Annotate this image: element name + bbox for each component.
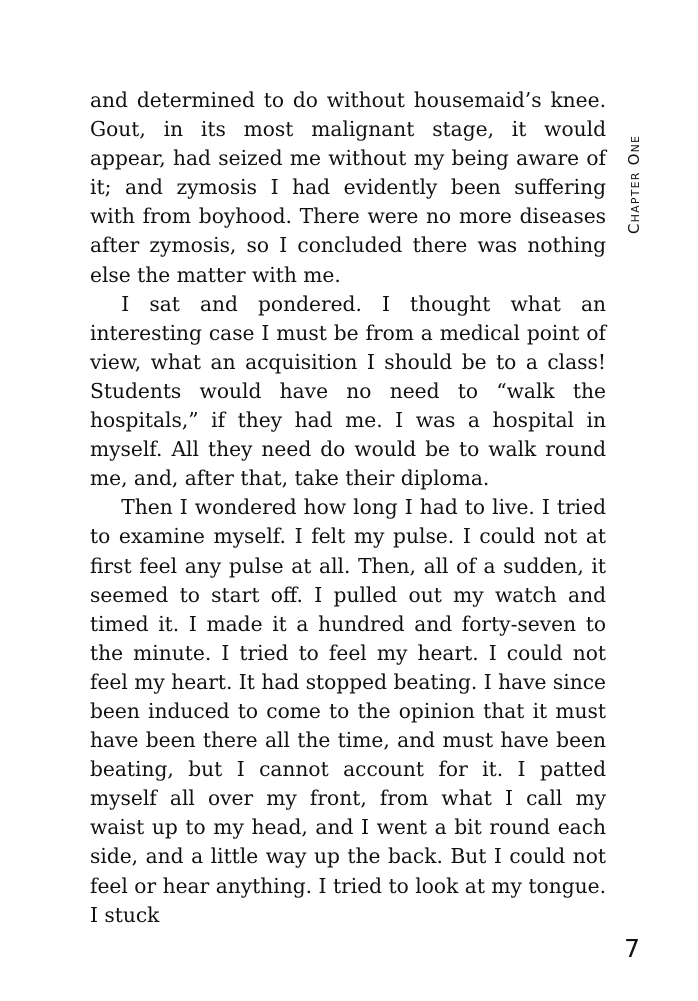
running-head [618, 84, 644, 234]
chapter-title: Chapter One [625, 134, 643, 234]
body-text [90, 86, 606, 930]
paragraph-3: Then I wondered how long I had to live. I tried to examine myself. I felt my pulse. I could not at first feel any pulse at all. Then, all of a sudden, it seemed to start off. I pulled out my watch and timed it. I made it a hundred and forty-seven to the minute. I tried to feel my heart. I could not feel my heart. It had stopped beating. I have since been induced to come to the opinion that it must have been there all the time, and must have been beating, but I cannot account for it. I patted myself all over my front, from what I call my waist up to my head, and I went a bit round each side, and a little way up the back. But I could not feel or hear anything. I tried to look at my tongue. I stuck [90, 495, 606, 927]
paragraph-2: I sat and pondered. I thought what an interesting case I must be from a medical point of view, what an acquisition I should be to a class! Students would have no need to “walk the hospitals,” if they had me. I was a hospital in myself. All they need do would be to walk round me, and, after that, take their diploma. [90, 291, 606, 491]
paragraph-1: and determined to do without housemaid’s knee. Gout, in its most malignant stage, it would appear, had seized me without my being aware of it; and zymosis I had evidently been suffering with from boyhood. There were no more diseases after zymosis, so I concluded there was nothing else the matter with me. [90, 88, 606, 287]
page-number: 7 [624, 934, 640, 963]
